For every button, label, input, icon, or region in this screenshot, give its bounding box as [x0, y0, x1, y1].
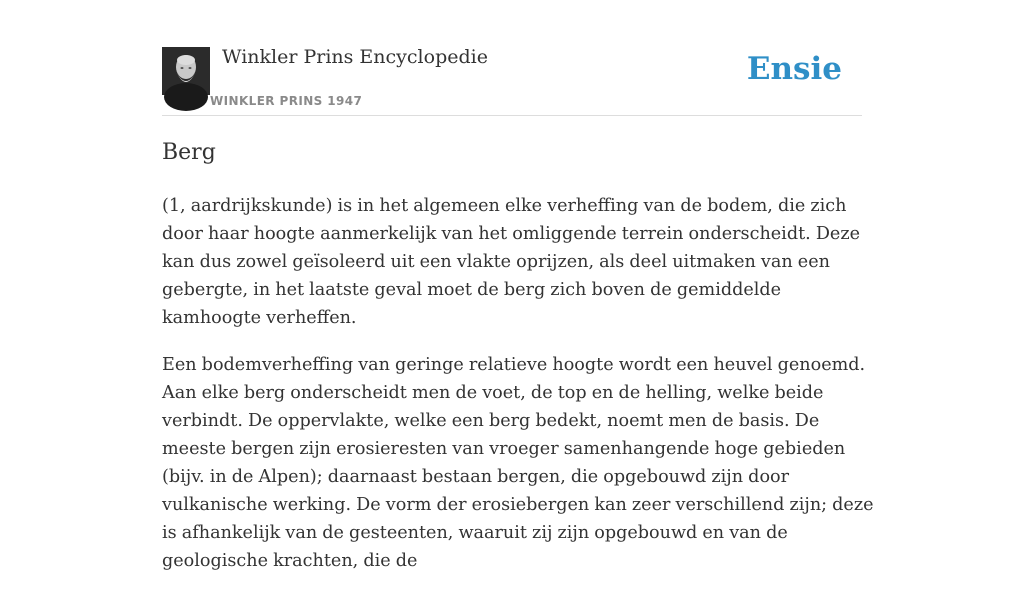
- edition-label[interactable]: WINKLER PRINS 1947: [210, 94, 363, 108]
- portrait-icon: [162, 47, 210, 95]
- site-header: [162, 0, 862, 116]
- brand-logo[interactable]: Ensie: [746, 51, 842, 87]
- article-body: [162, 192, 874, 594]
- article-title: Berg: [162, 140, 216, 165]
- article-paragraph: (1, aardrijkskunde) is in het algemeen elke verheffing van de bodem, die zich door haar hoogte aanmerkelijk van het omliggende terrein onderscheidt. Deze kan dus zowel geïsoleerd uit een vlakte oprijzen, als deel uitmaken van een gebergte, in het laatste geval moet de berg zich boven de gemiddelde kamhoogte verheffen.: [162, 196, 861, 328]
- article-paragraph: Een bodemverheffing van geringe relatieve hoogte wordt een heuvel genoemd. Aan elke berg onderscheidt men de voet, de top en de helling, welke beide verbindt. De oppervlakte, welke een berg bedekt, noemt men de basis. De meeste bergen zijn erosieresten van vroeger samenhangende hoge gebieden (bijv. in de Alpen); daarnaast bestaan bergen, die opgebouwd zijn door vulkanische werking. De vorm der erosiebergen kan zeer verschillend zijn; deze is afhankelijk van de gesteenten, waaruit zij zijn opgebouwd en van de geologische krachten, die de: [162, 355, 874, 571]
- site-title[interactable]: Winkler Prins Encyclopedie: [222, 46, 488, 68]
- avatar[interactable]: [162, 47, 210, 95]
- page-container: [162, 0, 874, 571]
